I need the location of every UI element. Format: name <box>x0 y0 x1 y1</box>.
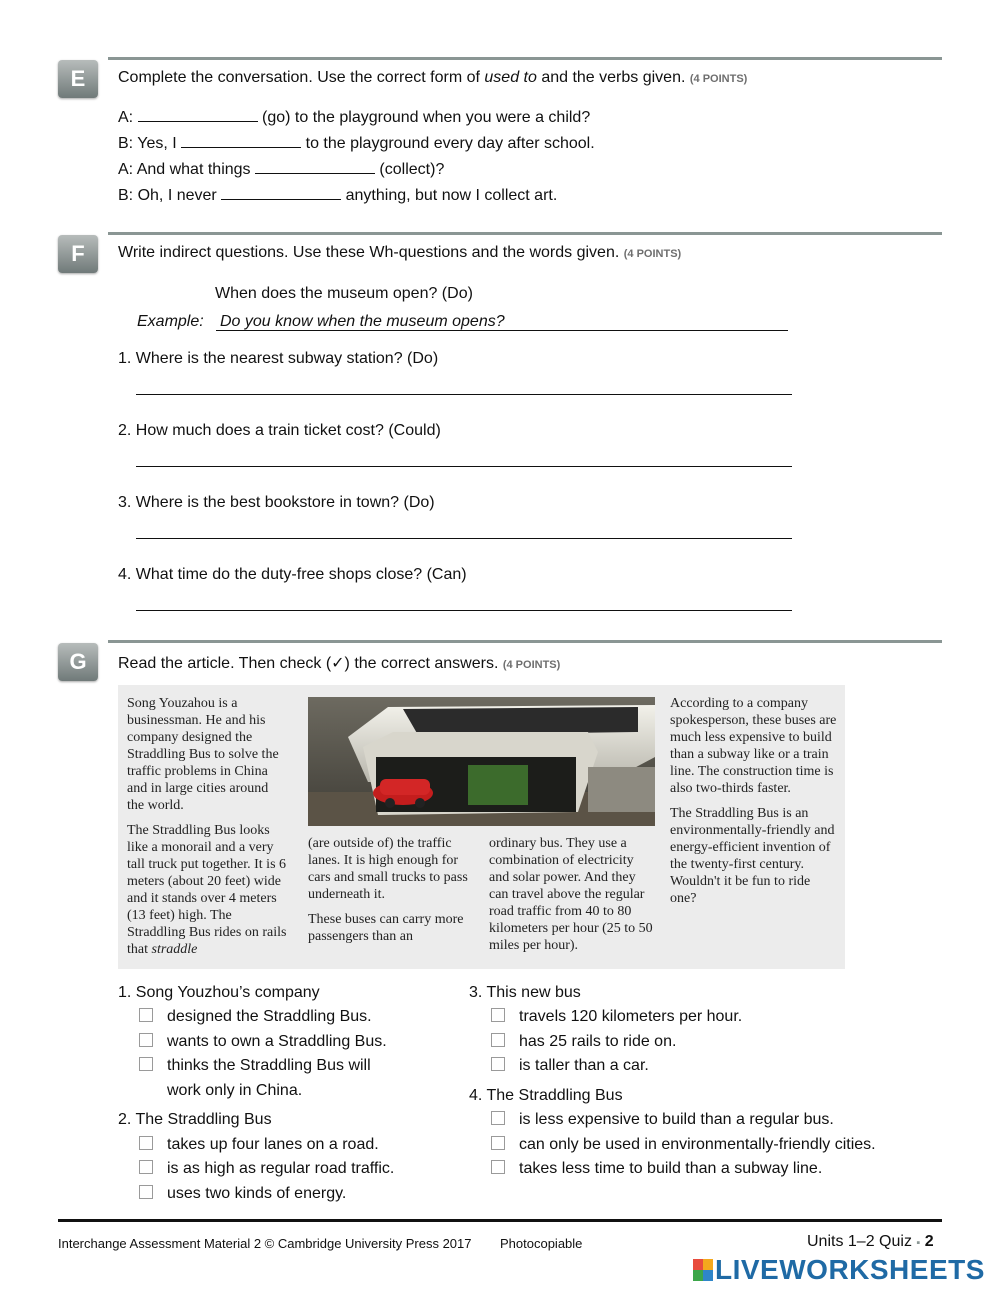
answer-blank[interactable] <box>221 185 341 200</box>
section-g-instruction: Read the article. Then check (✓) the correct answers. (4 POINTS) <box>118 655 561 672</box>
quiz-label: Units 1–2 Quiz ▪ 2 <box>807 1233 934 1250</box>
g-question-3: 3. This new bus <box>469 984 581 1001</box>
option-label-continued: work only in China. <box>167 1082 303 1099</box>
option-label: thinks the Straddling Bus will <box>167 1057 371 1074</box>
answer-line[interactable] <box>136 466 792 467</box>
liveworksheets-logo: LIVEWORKSHEETS <box>693 1255 985 1285</box>
article-column-4: According to a company spokesperson, these buses are much less expensive to build than a subway like or a train line. The construction time is also two-thirds faster. The Straddling Bus is an environmentally-friendly and energy-efficient invention of the twenty-first century. Wouldn't it be fun to ride one? <box>670 696 837 906</box>
section-f-badge: F <box>58 235 98 273</box>
option-label: is taller than a car. <box>519 1057 649 1074</box>
option-label: designed the Straddling Bus. <box>167 1008 372 1025</box>
straddling-bus-photo <box>308 697 655 826</box>
option-label: wants to own a Straddling Bus. <box>167 1033 387 1050</box>
conversation-line: B: Oh, I never anything, but now I collect art. <box>118 187 558 204</box>
checkbox[interactable] <box>491 1136 505 1150</box>
footer-divider <box>58 1219 942 1222</box>
answer-line[interactable] <box>136 610 792 611</box>
question-item: 1. Where is the nearest subway station? (Do) <box>118 350 439 367</box>
answer-blank[interactable] <box>138 107 258 122</box>
checkbox[interactable] <box>139 1057 153 1071</box>
answer-blank[interactable] <box>255 159 375 174</box>
checkbox[interactable] <box>491 1008 505 1022</box>
option-label: is as high as regular road traffic. <box>167 1160 395 1177</box>
section-f-points: (4 POINTS) <box>623 248 682 260</box>
conversation-line: A: And what things (collect)? <box>118 161 445 178</box>
article-column-1: Song Youzahou is a businessman. He and his company designed the Straddling Bus to solve the traffic problems in China and in large cities around the world. The Straddling Bus looks like a monorail and a very tall truck put together. It is 6 meters (about 20 feet) wide and it stands over 4 meters (13 feet) high. The Straddling Bus rides on rails that straddle <box>127 696 287 957</box>
checkbox[interactable] <box>491 1111 505 1125</box>
section-e-divider <box>108 57 942 60</box>
section-e-instruction: Complete the conversation. Use the correct form of used to and the verbs given. (4 POINTS) <box>118 69 748 86</box>
section-e-points: (4 POINTS) <box>689 73 748 85</box>
option-label: has 25 rails to ride on. <box>519 1033 677 1050</box>
answer-blank[interactable] <box>181 133 301 148</box>
article-column-3: ordinary bus. They use a combination of electricity and solar power. And they can travel above the regular road traffic from 40 to 80 kilometers per hour (25 to 50 miles per hour). <box>489 836 653 953</box>
checkbox[interactable] <box>491 1057 505 1071</box>
logo-icon <box>693 1259 713 1281</box>
checkbox[interactable] <box>139 1185 153 1199</box>
section-f-instruction: Write indirect questions. Use these Wh-questions and the words given. (4 POINTS) <box>118 244 682 261</box>
option-label: uses two kinds of energy. <box>167 1185 347 1202</box>
checkbox[interactable] <box>491 1160 505 1174</box>
answer-line[interactable] <box>136 538 792 539</box>
option-label: takes less time to build than a subway line. <box>519 1160 823 1177</box>
option-label: takes up four lanes on a road. <box>167 1136 379 1153</box>
checkbox[interactable] <box>491 1033 505 1047</box>
g-question-2: 2. The Straddling Bus <box>118 1111 272 1128</box>
option-label: travels 120 kilometers per hour. <box>519 1008 743 1025</box>
answer-line[interactable] <box>136 394 792 395</box>
section-f-divider <box>108 232 942 235</box>
question-item: 4. What time do the duty-free shops close? (Can) <box>118 566 467 583</box>
section-g-divider <box>108 640 942 643</box>
section-g-badge: G <box>58 643 98 681</box>
option-label: can only be used in environmentally-friendly cities. <box>519 1136 876 1153</box>
checkbox[interactable] <box>139 1160 153 1174</box>
section-e-badge: E <box>58 60 98 98</box>
checkbox[interactable] <box>139 1033 153 1047</box>
conversation-line: A: (go) to the playground when you were a child? <box>118 109 591 126</box>
example-prompt: When does the museum open? (Do) <box>215 285 473 302</box>
g-question-1: 1. Song Youzhou’s company <box>118 984 320 1001</box>
g-question-4: 4. The Straddling Bus <box>469 1087 623 1104</box>
conversation-line: B: Yes, I to the playground every day after school. <box>118 135 595 152</box>
copyright-text: Interchange Assessment Material 2 © Cambridge University Press 2017 <box>58 1236 472 1251</box>
question-item: 3. Where is the best bookstore in town? (Do) <box>118 494 435 511</box>
page-number: 2 <box>924 1233 934 1250</box>
option-label: is less expensive to build than a regular bus. <box>519 1111 834 1128</box>
checkbox[interactable] <box>139 1008 153 1022</box>
checkbox[interactable] <box>139 1136 153 1150</box>
question-item: 2. How much does a train ticket cost? (Could) <box>118 422 441 439</box>
photocopiable-text: Photocopiable <box>500 1236 583 1251</box>
example-label: Example: <box>137 313 204 330</box>
article-column-2: (are outside of) the traffic lanes. It is high enough for cars and small trucks to pass underneath it. These buses can carry more passengers than an <box>308 836 468 944</box>
section-g-points: (4 POINTS) <box>502 659 561 671</box>
example-answer: Do you know when the museum opens? <box>216 313 788 331</box>
